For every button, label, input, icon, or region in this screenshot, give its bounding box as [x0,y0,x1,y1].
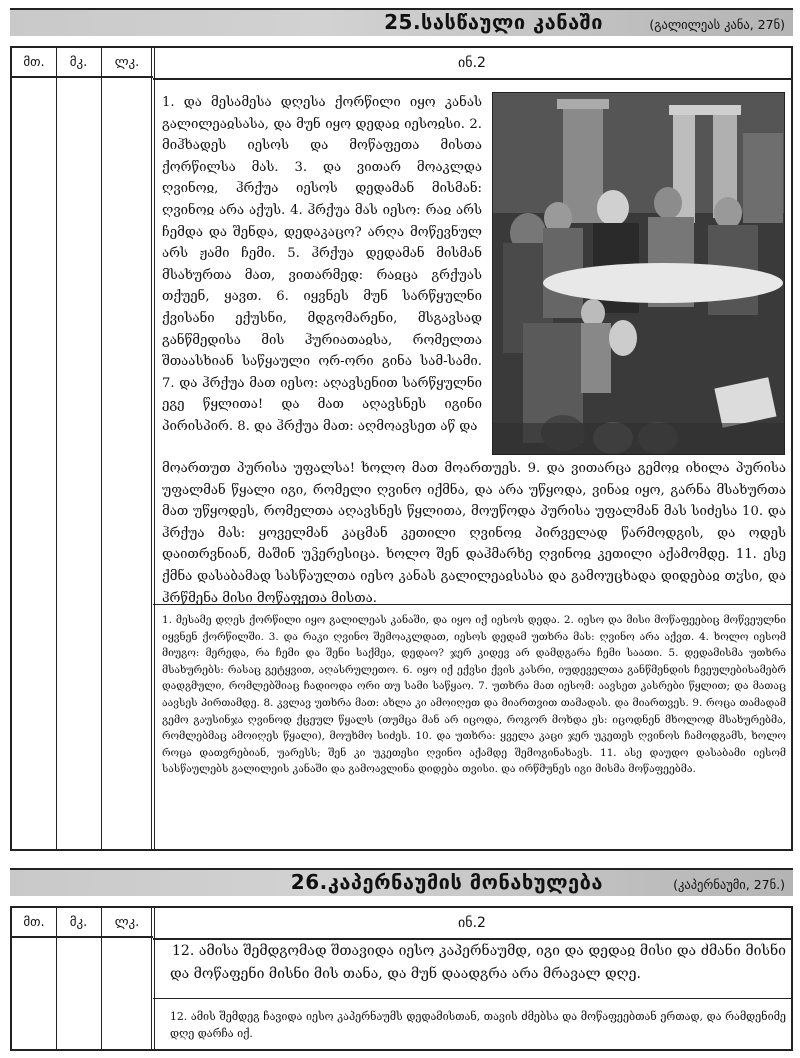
divider [101,48,102,849]
divider [151,48,155,849]
col-matthew: მთ. [12,908,56,938]
col-john: ინ.2 [153,48,791,80]
divider [56,48,57,849]
section-25-header [10,8,793,36]
old-text-full-part: მოართუთ პურისა უფალსა! ხოლო მათ მოართუეს. 9. და ვითარცა გემოჲ იხილა პურისა უფალმან წყალი იგი, რომელი ღვინო იქმნა, და არა უწყოდა, ვინაჲ იყო, გარნა მსახურთა მათ უწყოდეს, რომელთა აღავსნეს წყლითა, მოუწოდა პურისა უფალმან მას სიძესა 10. და ჰრქუა მას: ყოველმან კაცმან კეთილი ღვინოჲ პირველად წარმოდგის, და ოდეს დაითრვნიან, მაშინ უჴერესიცა. ხოლო შენ დაჰმარხე ღვინოჲ კეთილი აქამომდე. 11. ესე ქმნა დასაბამად სასწაულთა იესო კანას გალილეაჲსასა და გამოუცხადა დიდებაჲ თჳსი, და ჰრწმენა მისი მოწაფეთა მისთა. [162,461,786,606]
section-25-subtitle: (გალილეას კანა, 27ნ) [649,17,785,32]
col-mark: მკ. [56,48,101,78]
section-26-subtitle: (კაპერნაუმი, 27ნ.) [673,877,785,892]
section-26-modern-text: 12. ამის შემდეგ ჩავიდა იესო კაპერნაუმს დედამისთან, თავის ძმებსა და მოწაფეებთან ერთად, და რამდენიმე დღე დარჩა იქ. [170,1010,786,1040]
section-26-title: 26.კაპერნაუმის მონახულება [290,870,603,894]
col-luke: ლკ. [101,48,153,78]
section-25-modern-text: 1. მესამე დღეს ქორწილი იყო გალილეას კანაში, და იყო იქ იესოს დედა. 2. იესო და მისი მოწაფეებიც მოწვეულნი იყვნენ ქორწილში. 3. და რაკი ღვინო შემოაკლდათ, იესოს დედამ უთხრა მას: ღვინო არა აქვთ. 4. ხოლო იესომ მიუგო: მერედა, რა ჩემი და შენი საქმეა, დედაო? ჯერ კიდევ არ დამდგარა ჩემი საათი. 5. დედამისმა უთხრა მსახურებს: რასაც გეტყვით, აღასრულეთო. 6. იყო იქ ექვსი ქვის კასრი, იუდეველთა განწმენდის ჩვეულებისამებრ დადგმული, რომლებშიაც ჩადიოდა ორი თუ სამი საწყაო. 7. უთხრა მათ იესომ: აავსეთ კასრები წყლით; და მათაც აავსეს პირთამდე. 8. კვლავ უთხრა მათ: ახლა კი ამოიღეთ და მიართვით თამადას. და მიართვეს. 9. როცა თამადამ გემო გაუსინჯა ღვინოდ ქცეულ წყალს (თუმცა მან არ იცოდა, როგორ მოხდა ეს: იცოდნენ მხოლოდ მსახურებმა, რომლებმაც ამოიღეს წყალი), მოუხმო სიძეს. 10. და უთხრა: ყველა კაცი ჯერ უკეთეს ღვინოს ჩამოდგამს, ხოლო როცა დათვრებიან, უარესს; შენ კი უკეთესი ღვინო აქამდე შემოგინახავს. 11. ასე დაუდო დასაბამი იესომ სასწაულებს გალილეის კანაში და გამოავლინა დიდება თვისი. და ირწმუნეს იგი მისმა მოწაფეებმა. [162,614,786,776]
divider [56,908,57,1049]
divider [151,908,155,1049]
section-26-header [10,868,793,896]
text-separator [153,998,791,999]
col-matthew: მთ. [12,48,56,78]
section-25-old-text [162,92,482,438]
col-luke: ლკ. [101,908,153,938]
divider [101,908,102,1049]
col-john: ინ.2 [153,908,791,940]
old-text-col-part: 1. და მესამესა დღესა ქორწილი იყო კანას გალილეაჲსასა, და მუნ იყო დედაჲ იესოჲსი. 2. მიჰხადეს იესოს და მოწაფეთა მისთა ქორწილსა მას. 3. და ვითარ მოაკლდა ღვინოჲ, ჰრქუა იესოს დედამან მისმან: ღვინოჲ არა აქუს. 4. ჰრქუა მას იესო: რაჲ არს ჩემდა და შენდა, დედაკაცო? არღა მოწევნულ არს ჟამი ჩემი. 5. ჰრქუა დედამან მისმან მსახურთა მათ, ვითარმედ: რაჲცა გრქუას თქუენ, ყავთ. 6. იყვნეს მუნ სარწყულნი ქვისანი ექუსნი, მდგომარენი, მსგავსად განწმედისა მის ჰურიათაჲსა, რომელთა შთაასხიან საწყაული ორ-ორი გინა სამ-სამი. 7. და ჰრქუა მათ იესო: აღავსენით სარწყულნი ეგე წყლითა! და მათ აღავსნეს იგინი პირისპირ. 8. და ჰრქუა მათ: აღმოავსეთ აწ და [162,95,482,434]
col-mark: მკ. [56,908,101,938]
section-26-old-text: 12. ამისა შემდგომად შთავიდა იესო კაპერნაუმდ, იგი და დედაჲ მისი და ძმანი მისნი და მოწაფენი მისნი მის თანა, და მუნ დაადგრა არა მრავალ დღე. [170,943,786,982]
fresco-illustration [493,93,785,455]
section-25-title: 25.სასწაული კანაში [384,10,603,34]
wedding-at-cana-fresco-image [492,92,785,455]
section-25-old-text-cont [162,458,786,609]
